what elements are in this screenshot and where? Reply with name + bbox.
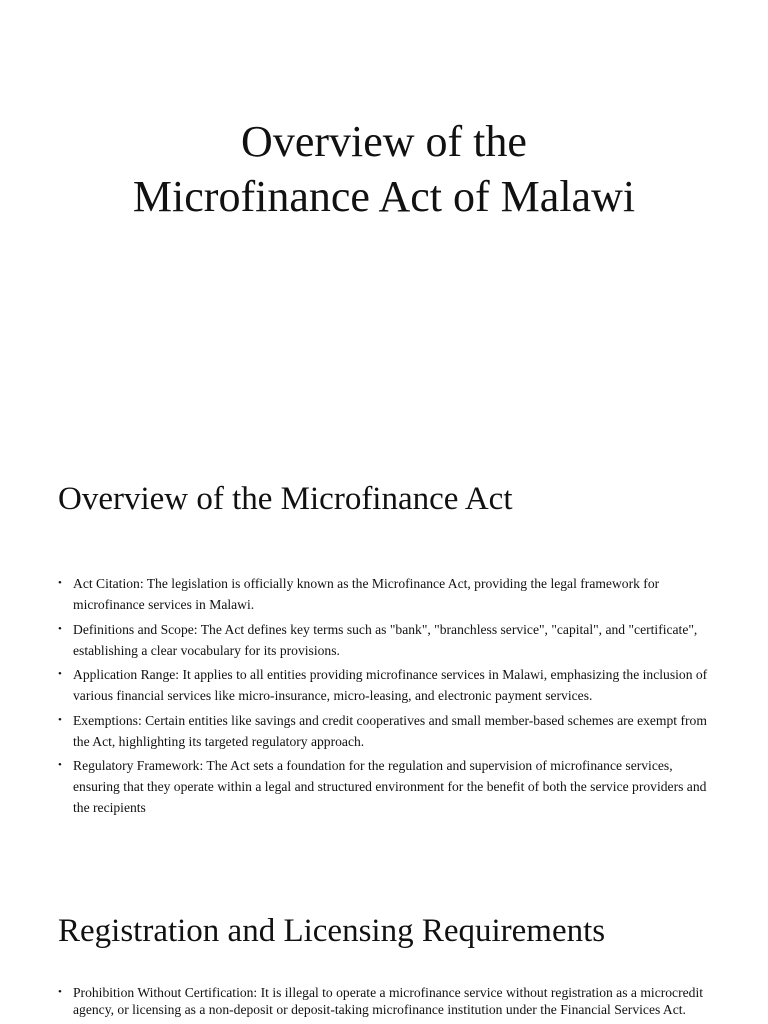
title-line-1: Overview of the [241, 117, 527, 166]
bullet-item: • Definitions and Scope: The Act defines key terms such as "bank", "branchless service", "capital", and "certificate", establishing a clear vocabulary for its provisions. [58, 619, 708, 661]
section-heading: Registration and Licensing Requirements [58, 913, 606, 949]
bullet-item: • Regulatory Framework: The Act sets a foundation for the regulation and supervision of microfinance services, ensuring that they operate within a legal and structured environment for the benefit of both the service providers and the recipients [58, 755, 708, 818]
section-registration [58, 911, 708, 1022]
bullet-item: • Prohibition Without Certification: It is illegal to operate a microfinance service without registration as a microcredit agency, or licensing as a non-deposit or deposit-taking microfinance institution under the Financial Services Act. [58, 984, 708, 1018]
section-overview [58, 479, 708, 822]
section-heading: Overview of the Microfinance Act [58, 481, 513, 517]
title-line-2: Microfinance Act of Malawi [132, 172, 636, 221]
bullet-list [58, 984, 708, 1018]
document-title [0, 114, 768, 224]
bullet-item: • Exemptions: Certain entities like savings and credit cooperatives and small member-based schemes are exempt from the Act, highlighting its targeted regulatory approach. [58, 710, 708, 752]
bullet-item: • Act Citation: The legislation is officially known as the Microfinance Act, providing the legal framework for microfinance services in Malawi. [58, 573, 708, 615]
bullet-item: • Application Range: It applies to all entities providing microfinance services in Malawi, emphasizing the inclusion of various financial services like micro-insurance, micro-leasing, and electronic payment services. [58, 664, 708, 706]
bullet-list [58, 573, 708, 818]
